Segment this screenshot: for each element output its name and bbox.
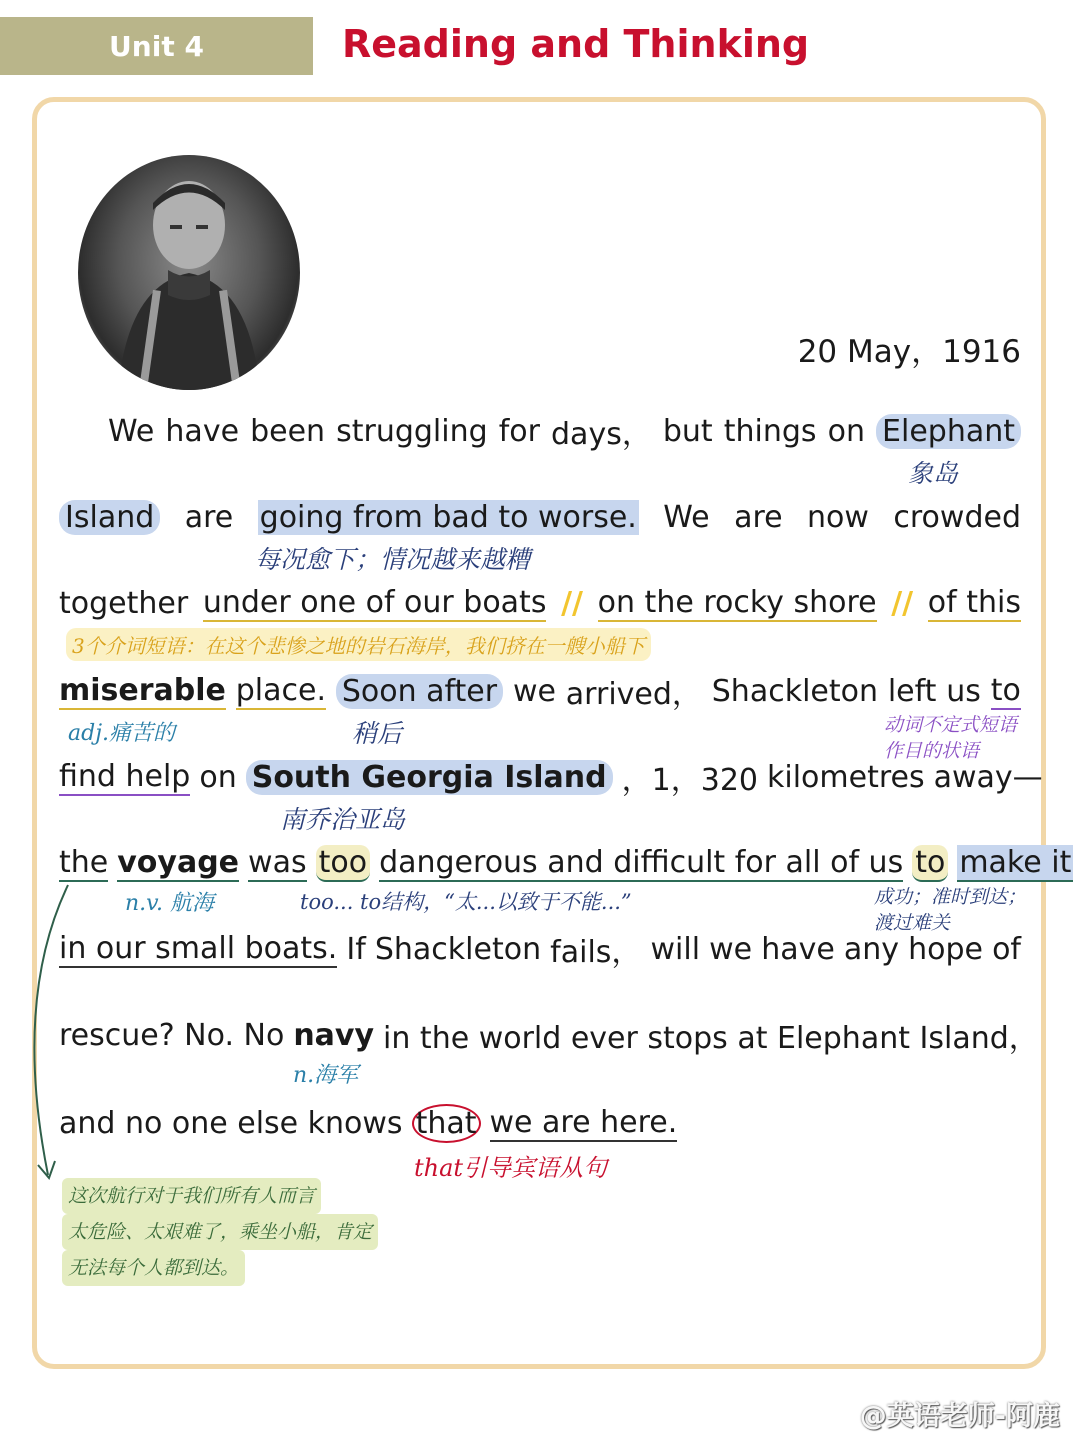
highlight-island: Island (59, 500, 160, 535)
word: days， (551, 417, 652, 452)
note-infinitive-2: 作目的状语 (884, 740, 980, 762)
note-make-it-2: 渡过难关 (874, 912, 951, 934)
word: on (199, 759, 237, 795)
word-to: to (990, 672, 1021, 708)
word-voyage: voyage (117, 844, 240, 880)
word: left (887, 673, 937, 709)
word-that-circled: that (412, 1104, 481, 1143)
word: we (512, 673, 556, 709)
passage-line-4 (59, 668, 1021, 714)
divider-mark: // (561, 585, 584, 621)
diary-date: 20 May，1916 (797, 334, 1021, 370)
note-that: that引导宾语从句 (414, 1154, 608, 1182)
note-prep-phrases: 3个介词短语：在这个悲惨之地的岩石海岸，我们挤在一艘小船下 (66, 628, 651, 661)
highlight-going-from-bad: going from bad to worse. (259, 499, 637, 535)
word: us (946, 673, 981, 709)
word: now (807, 499, 869, 535)
word: have (761, 931, 835, 967)
word: any (843, 931, 900, 967)
word: of (992, 931, 1021, 967)
word: was (248, 844, 307, 880)
passage-line-9 (59, 1100, 1021, 1146)
word: but (662, 413, 713, 449)
passage-line-5 (59, 754, 1043, 800)
word: struggling (336, 413, 488, 449)
highlight-make-it: make it (959, 844, 1072, 880)
word: kilometres (767, 759, 925, 795)
note-translation-1: 这次航行对于我们所有人而言 (62, 1178, 321, 1214)
note-sgi: 南乔治亚岛 (280, 805, 406, 834)
passage-line-1 (108, 408, 1021, 454)
note-infinitive-1: 动词不定式短语 (884, 714, 1018, 736)
unit-label: Unit 4 (109, 29, 204, 63)
word-find-help: find help (59, 758, 191, 794)
word: dangerous and difficult for all of us (379, 844, 904, 880)
word: been (250, 413, 326, 449)
note-navy: n.海军 (293, 1063, 359, 1088)
portrait-illustration (78, 155, 300, 390)
note-translation (62, 1178, 378, 1286)
word: we (709, 931, 753, 967)
note-voyage: n.v. 航海 (125, 891, 214, 916)
word-miserable: miserable (59, 672, 226, 708)
passage-line-3 (59, 580, 1021, 626)
phrase: rescue? No. No (59, 1017, 285, 1053)
phrase: we are here. (489, 1104, 678, 1140)
word: are (184, 499, 234, 535)
prep-phrase-2: on the rocky shore (597, 584, 877, 620)
unit-tab (0, 17, 313, 75)
word: together (59, 585, 189, 621)
prep-phrase-3: of this (927, 584, 1021, 620)
word: have (165, 413, 240, 449)
phrase-small-boats: in our small boats. (59, 930, 338, 966)
word: the (59, 844, 109, 880)
phrase: and no one else knows (59, 1105, 403, 1141)
word: away— (933, 759, 1043, 795)
word: We (108, 413, 155, 449)
word: arrived， (565, 677, 702, 712)
passage-line-8 (59, 1012, 1039, 1058)
passage-line-2 (59, 494, 1021, 540)
note-adj: adj.痛苦的 (68, 721, 176, 746)
note-going: 每况愈下；情况越来越糟 (255, 545, 531, 574)
note-translation-2: 太危险、太艰难了，乘坐小船，肯定 (62, 1214, 378, 1250)
word: will (650, 931, 701, 967)
word: for (498, 413, 540, 449)
highlight-south-georgia: South Georgia Island (246, 760, 613, 795)
word: place. (235, 672, 326, 708)
highlight-too: too (316, 845, 370, 882)
word: ，1，320 (621, 763, 758, 798)
word: hope (908, 931, 983, 967)
note-make-it-1: 成功；准时到达； (874, 886, 1027, 908)
word: are (734, 499, 783, 535)
passage-line-7 (59, 926, 1021, 972)
watermark: @英语老师-阿鹿 (859, 1401, 1060, 1432)
word: Shackleton (374, 931, 542, 967)
note-translation-3: 无法每个人都到达。 (62, 1250, 245, 1286)
note-soon: 稍后 (352, 719, 403, 748)
divider-mark: // (891, 585, 914, 621)
word: crowded (893, 499, 1021, 535)
translation-arrow (8, 880, 78, 1190)
highlight-elephant: Elephant (876, 414, 1021, 449)
word: fails， (550, 935, 642, 970)
section-title: Reading and Thinking (342, 22, 810, 66)
phrase: in the world ever stops at Elephant Island， (383, 1021, 1039, 1056)
note-elephant: 象岛 (908, 459, 959, 488)
passage-line-6 (59, 840, 1072, 886)
prep-phrase-1: under one of our boats (202, 584, 547, 620)
word: things (723, 413, 817, 449)
portrait-image (78, 155, 300, 390)
note-too-to: too... to结构，“太...以致于不能...” (300, 890, 632, 914)
word: Shackleton (711, 673, 878, 709)
highlight-to: to (912, 845, 948, 882)
highlight-soon-after: Soon after (336, 674, 503, 709)
word: We (663, 499, 710, 535)
word: If (346, 931, 366, 967)
word-navy: navy (293, 1017, 375, 1053)
word: on (827, 413, 865, 449)
